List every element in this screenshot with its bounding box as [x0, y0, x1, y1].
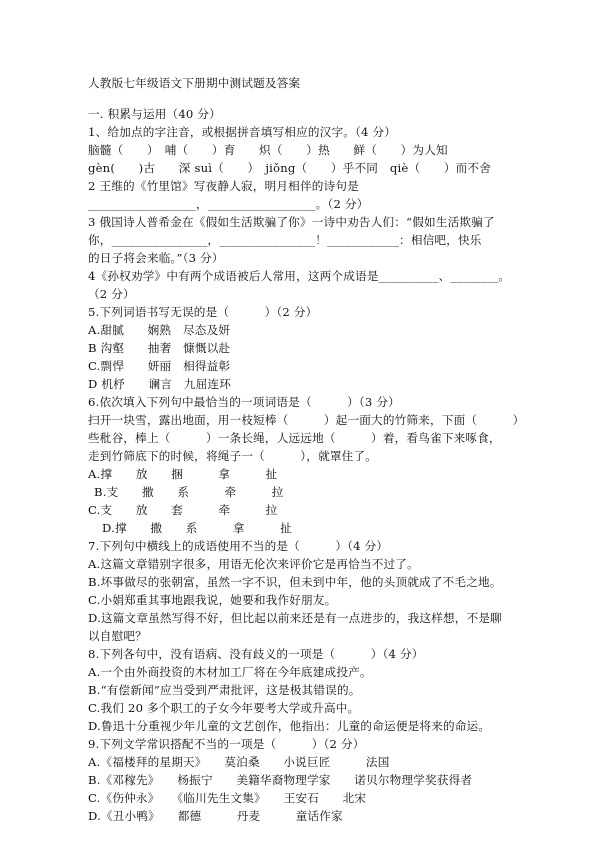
- question-7-prompt: 7.下列句中横线上的成语使用不当的是（ ）（4 分）: [88, 539, 389, 553]
- question-9-option-a: A.《福楼拜的星期天》 莫泊桑 小说巨匠 法国: [88, 755, 390, 769]
- question-7-option-d: D.这篇文章虽然写得不好，但比起以前来还是有一点进步的，我这样想，不是聊: [88, 611, 502, 625]
- question-8-option-c: C.我们 20 多个职工的子女今年要考大学或升高中。: [88, 701, 360, 715]
- question-3-line-2: 你，________________，________________！____________：相信吧，快乐: [88, 233, 482, 247]
- question-9-option-d: D.《丑小鸭》 都德 丹麦 童话作家: [88, 809, 343, 823]
- question-8-prompt: 8.下列各句中，没有语病、没有歧义的一项是（ ）（4 分）: [88, 647, 424, 661]
- question-6-option-a: A.撑 放 捆 拿 扯: [88, 467, 278, 481]
- question-4-prompt: 4《孙权劝学》中有两个成语被后人常用，这两个成语是__________、________。: [88, 269, 511, 283]
- question-9-option-b: B.《邓稼先》 杨振宁 美籍华裔物理学家 诺贝尔物理学奖获得者: [88, 773, 473, 787]
- question-5-option-b: B 沟壑 抽奢 慷慨以赴: [88, 341, 231, 355]
- section-heading: 一. 积累与运用（40 分）: [88, 107, 221, 121]
- question-1-line-2: gèn( )古 深 suì（ ） jiǒng（ ）乎不同 qiè（ ）而不舍: [88, 161, 492, 175]
- question-2-blank: __________________，__________________。（2 分）: [88, 197, 369, 211]
- question-7-option-b: B.坏事做尽的张朝富，虽然一字不识，但未到中年，他的头顶就成了不毛之地。: [88, 575, 502, 589]
- question-9-prompt: 9.下列文学常识搭配不当的一项是（ ）（2 分）: [88, 737, 365, 751]
- question-7-option-a: A.这篇文章错别字很多，用语无伦次来评价它是再恰当不过了。: [88, 557, 419, 571]
- question-1-prompt: 1、给加点的字注音，或根据拼音填写相应的汉字。（4 分）: [88, 125, 397, 139]
- question-8-option-b: B.“有偿新闻”应当受到严肃批评，这是极其错误的。: [88, 683, 361, 697]
- question-6-text-3: 走到竹筛底下的时候，将绳子一（ ），就罩住了。: [88, 449, 378, 463]
- question-6-option-d: D.撑 撒 系 拿 扯: [102, 521, 292, 535]
- question-5-option-a: A.甜腻 娴熟 尽态及妍: [88, 323, 231, 337]
- question-6-text-1: 扫开一块雪，露出地面，用一枝短棒（ ）起一面大的竹筛来，下面（ ）: [88, 413, 525, 427]
- question-7-option-c: C.小娟郑重其事地跟我说，她要和我作好朋友。: [88, 593, 337, 607]
- question-5-prompt: 5.下列词语书写无误的是（ ）（2 分）: [88, 305, 318, 319]
- question-5-option-c: C.剽悍 妍丽 相得益彰: [88, 359, 231, 373]
- question-7-option-d-continued: 以自慰吧？: [88, 629, 147, 643]
- question-6-option-c: C.支 放 套 牵 拉: [88, 503, 278, 517]
- question-3-prompt: 3 俄国诗人普希金在《假如生活欺骗了你》一诗中劝告人们：“假如生活欺骗了: [88, 215, 495, 229]
- document-title: 人教版七年级语文下册期中测试题及答案: [88, 76, 301, 90]
- question-8-option-d: D.鲁迅十分重视少年儿童的文艺创作，他指出：儿童的命运便是将来的命运。: [88, 719, 491, 733]
- question-5-option-d: D 机杼 谰言 九屈连环: [88, 377, 232, 391]
- question-2-prompt: 2 王维的《竹里馆》写夜静人寂，明月相伴的诗句是: [88, 179, 359, 193]
- question-9-option-c: C.《伤仲永》 《临川先生文集》 王安石 北宋: [88, 791, 367, 805]
- question-8-option-a: A.一个由外商投资的木材加工厂将在今年底建成投产。: [88, 665, 372, 679]
- question-6-prompt: 6.依次填入下列句中最恰当的一项词语是（ ）（3 分）: [88, 395, 400, 409]
- question-6-text-2: 些秕谷，棒上（ ）一条长绳，人远远地（ ）着，看鸟雀下来啄食，: [88, 431, 501, 445]
- question-3-line-3: 的日子将会来临。”（3 分）: [88, 251, 224, 265]
- question-1-line-1: 脑髓（ ） 哺（ ）育 炽（ ）热 鲜（ ）为人知: [88, 143, 448, 157]
- question-6-option-b: B.支 撒 系 牵 拉: [94, 485, 284, 499]
- question-4-score: （2 分）: [88, 287, 135, 301]
